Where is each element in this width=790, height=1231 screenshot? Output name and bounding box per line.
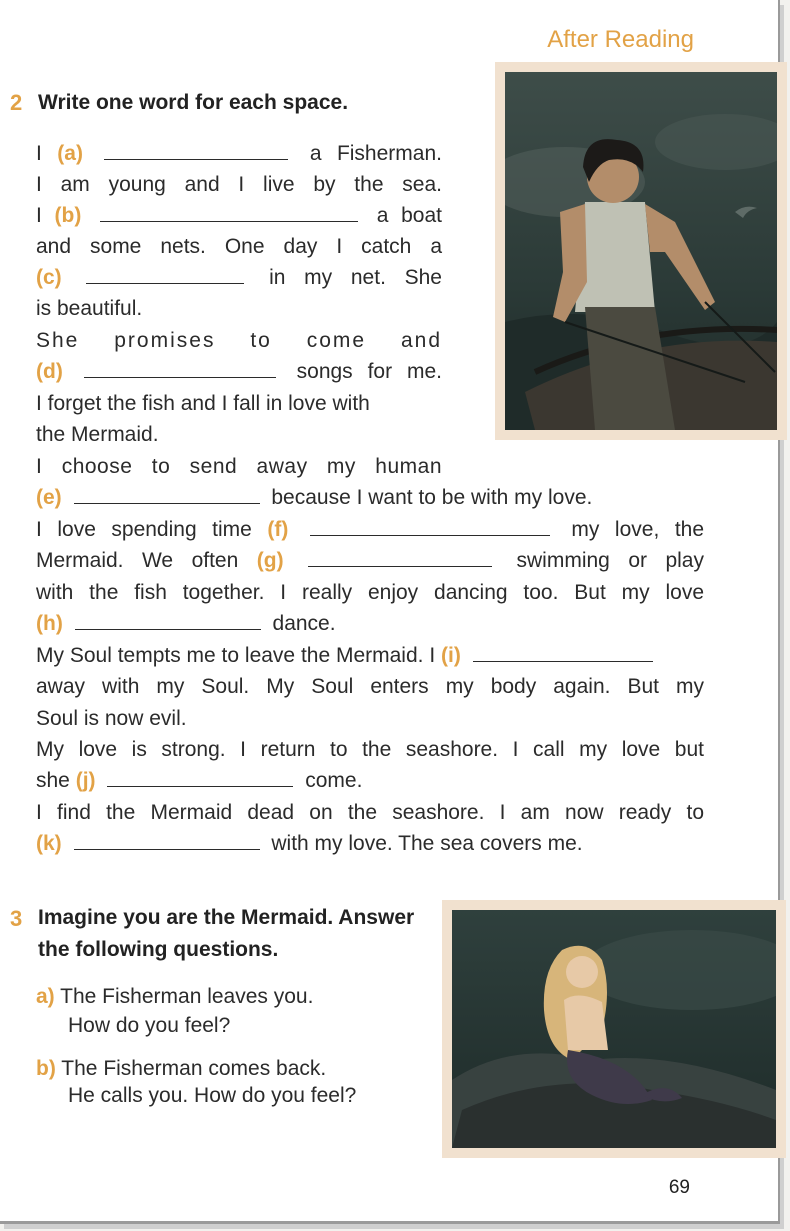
mermaid-image	[452, 910, 776, 1148]
text: a Fisherman.	[309, 142, 442, 165]
section-header: After Reading	[547, 26, 694, 53]
gap-line-23	[36, 828, 583, 859]
blank-h[interactable]	[75, 609, 261, 630]
text: because I want to be with my love.	[271, 486, 593, 509]
exercise-2-title: Write one word for each space.	[38, 91, 349, 114]
gap-label-a: (a)	[57, 142, 83, 165]
line-20: My love is strong. I return to the seashore. I call my love but	[36, 738, 704, 761]
question-b-line2: He calls you. How do you feel?	[68, 1084, 357, 1107]
blank-j[interactable]	[107, 766, 293, 787]
text: Mermaid. We often	[36, 549, 239, 572]
fisherman-image	[505, 72, 777, 430]
question-b-line1: The Fisherman comes back.	[61, 1057, 327, 1080]
blank-e[interactable]	[74, 483, 260, 504]
question-a	[36, 981, 313, 1012]
question-a-line1: The Fisherman leaves you.	[60, 985, 314, 1008]
blank-b[interactable]	[100, 201, 358, 222]
question-a-line2: How do you feel?	[68, 1014, 231, 1037]
text: My Soul tempts me to leave the Mermaid. I	[36, 644, 436, 667]
text: she	[36, 769, 70, 792]
question-b-letter: b)	[36, 1057, 56, 1080]
exercise-3-number: 3	[10, 906, 23, 931]
gap-line-1	[36, 138, 442, 169]
exercise-3-title-line2: the following questions.	[38, 938, 279, 961]
gap-label-k: (k)	[36, 832, 62, 855]
exercise-2-number: 2	[10, 90, 23, 115]
text: my love, the	[571, 518, 705, 541]
gap-line-13	[36, 514, 704, 545]
text: with my love. The sea covers me.	[271, 832, 583, 855]
page-number: 69	[668, 1177, 690, 1198]
gap-label-h: (h)	[36, 612, 63, 635]
gap-label-g: (g)	[256, 549, 284, 572]
blank-g[interactable]	[308, 546, 492, 567]
blank-a[interactable]	[104, 139, 288, 160]
gap-label-e: (e)	[36, 486, 62, 509]
gap-label-i: (i)	[441, 644, 461, 667]
fisherman-illustration	[505, 72, 777, 430]
gap-line-17	[36, 640, 659, 671]
text: dance.	[272, 612, 336, 635]
mermaid-illustration	[452, 910, 776, 1148]
text: songs for me.	[296, 360, 442, 383]
text: in my net. She	[269, 266, 442, 289]
gap-label-d: (d)	[36, 360, 63, 383]
line-22: I find the Mermaid dead on the seashore. I am now ready to	[36, 801, 704, 824]
gap-label-f: (f)	[267, 518, 289, 541]
line-6: is beautiful.	[36, 297, 143, 320]
text: come.	[305, 769, 363, 792]
gap-label-j: (j)	[75, 769, 96, 792]
text: swimming or play	[516, 549, 704, 572]
line-7: She promises to come and	[36, 329, 442, 352]
gap-label-b: (b)	[54, 204, 82, 227]
text: I love spending time	[36, 518, 252, 541]
blank-k[interactable]	[74, 829, 260, 850]
blank-d[interactable]	[84, 357, 276, 378]
gap-line-3	[36, 200, 442, 231]
gap-line-5	[36, 262, 442, 293]
text: a boat	[376, 204, 442, 227]
line-11: I choose to send away my human	[36, 455, 442, 478]
blank-i[interactable]	[473, 641, 653, 662]
question-a-letter: a)	[36, 985, 55, 1008]
text: I	[36, 142, 42, 165]
line-19: Soul is now evil.	[36, 707, 187, 730]
gap-line-8	[36, 356, 442, 387]
blank-c[interactable]	[86, 263, 244, 284]
gap-line-12	[36, 482, 592, 513]
gap-line-14	[36, 545, 704, 576]
line-2: I am young and I live by the sea.	[36, 173, 442, 196]
gap-line-21	[36, 765, 362, 796]
gap-label-c: (c)	[36, 266, 62, 289]
line-18: away with my Soul. My Soul enters my body again. But my	[36, 675, 704, 698]
blank-f[interactable]	[310, 515, 550, 536]
line-10: the Mermaid.	[36, 423, 159, 446]
line-4: and some nets. One day I catch a	[36, 235, 442, 258]
text: I	[36, 204, 42, 227]
gap-line-16	[36, 608, 336, 639]
exercise-3-title-line1: Imagine you are the Mermaid. Answer	[38, 906, 415, 929]
line-9: I forget the fish and I fall in love with	[36, 392, 370, 415]
line-15: with the fish together. I really enjoy dancing too. But my love	[36, 581, 704, 604]
